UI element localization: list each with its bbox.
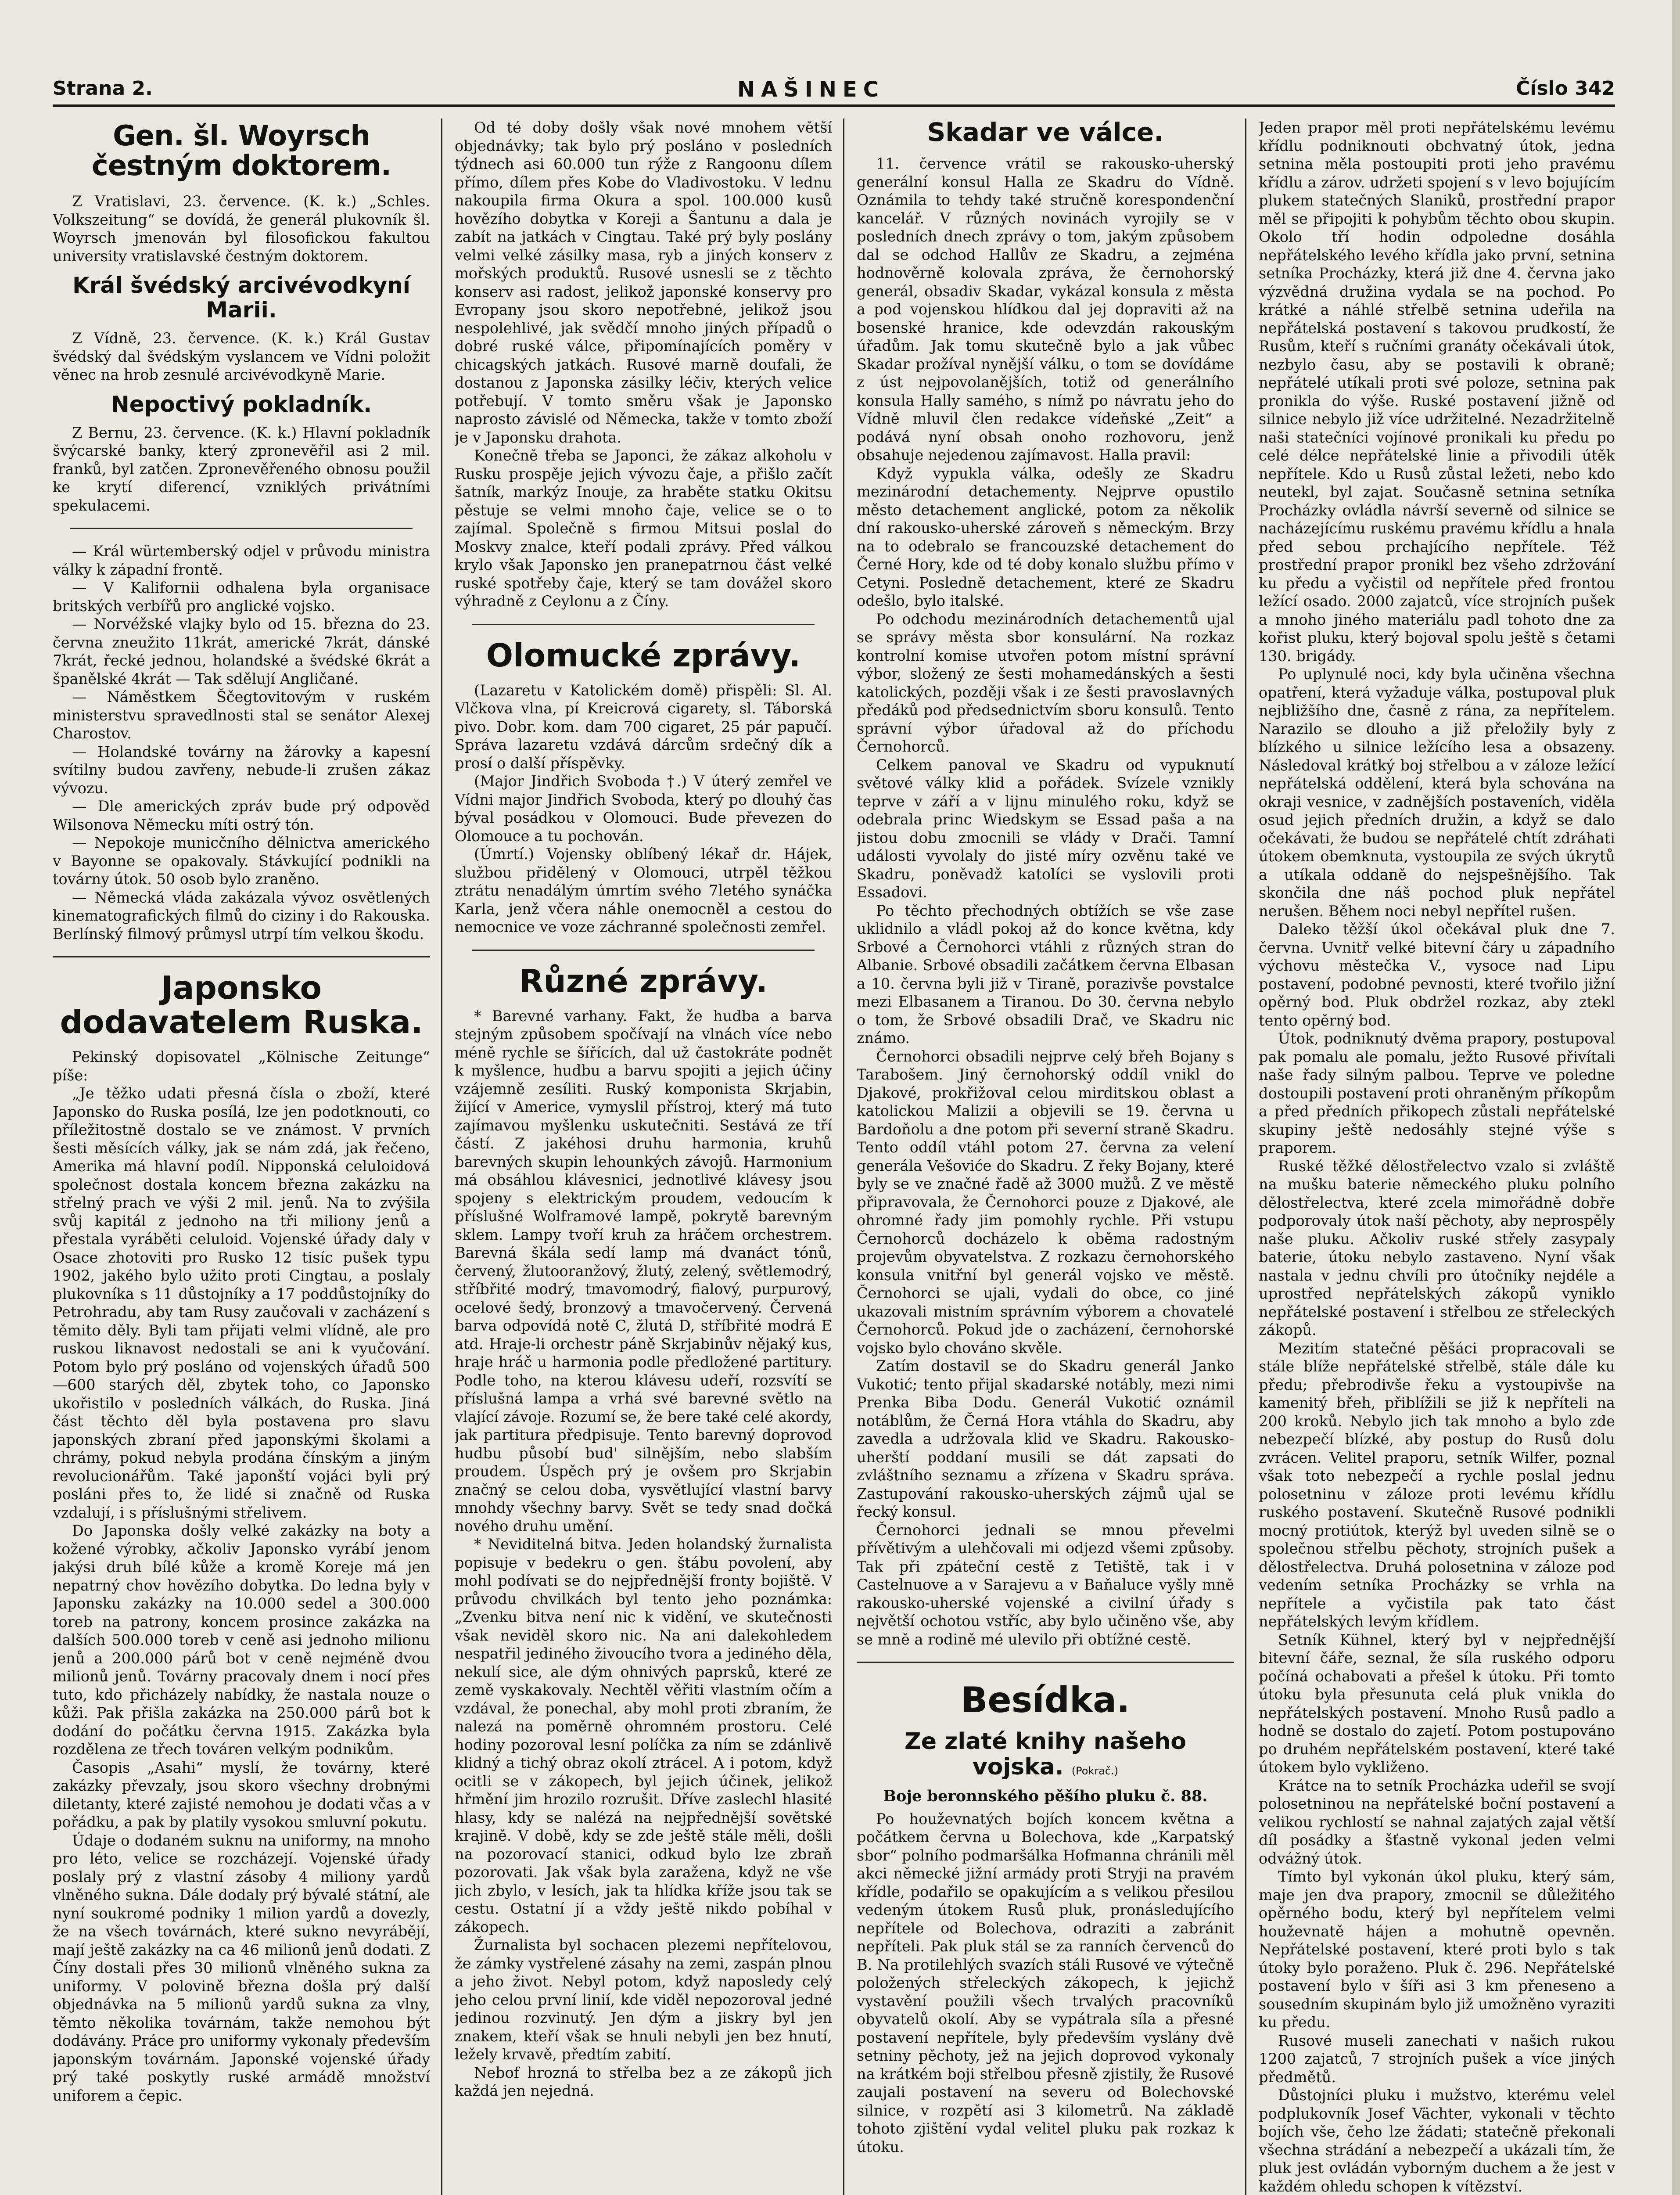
feuilleton-continued-note: (Pokrač.) bbox=[1071, 1765, 1119, 1777]
feuilleton-paragraph: Po uplynulé noci, kdy byla učiněna všechna opatření, která vyžaduje válka, postupoval pluk nejbližšího dne, časně z rána, za nepřítelem. Narazilo se dlouho a již přeložily byly z blízkého u silnice ležícího lesa a obsazeny. Následoval krátký boj střelbou a v záloze ležící nepřátelská oddělení, která byla schována na okraji vesnice, v zadnějších postaveních, viděla osud jejich předních družin, a když se dalo očekávati, že budou se nepřátelé chtít zdráhati útokem obemknuta, vystoupila ze svých úkrytů a utíkala oddaně do nejspešnějšího. Tak skončila dne náš pochod pluk nepřátel nerušen. Během noci nebyl nepřítel rušen. bbox=[1259, 666, 1615, 920]
page-number: Strana 2. bbox=[53, 77, 153, 100]
feuilleton-paragraph: Daleko těžší úkol očekával pluk dne 7. června. Uvnitř velké bitevní čáry u západního výchovu městečka V., vysoce nad Lipu postavení, podobné pevnosti, které tvořilo jižní opěrný bod. Pluk obdržel rozkaz, aby ztekl tento opěrný bod. bbox=[1259, 921, 1615, 1029]
news-neviditelna-bitva: * Neviditelná bitva. Jeden holandský žurnalista popisuje v bedekru o gen. štábu povolení, aby mohl podívati se do nejpřednější fronty bojiště. V průvodu chvilkách byl tento jeho poznámka: „Zvenku bitva není nic k vidění, ve skutečnosti však neviděl skoro nic. Na ani dalekohledem nespatřil jediného živoucího tvora a jediného děla, nekulí sice, ale dým ohnivých paprsků, které ze země vyskakovaly. Nechtěl věřiti vlastním očím a vzdával, že ponechal, aby mohl proti zbraním, že nalezá na poměrně ohromném prostoru. Celé hodiny pozoroval lesní políčka za ním se zdánlivě klidný a tichý obraz okolí ztrácel. A i potom, když ocitli se v zákopech, byl jejich účinek, jelikož hřmění jim hrozilo rozrušit. Dříve zaslechl hlasité hlasy, kdy se nalézá na nejpřednější sovětské krajině. V době, kdy se zde ještě stále měli, došli na pozorovací stanici, odkud bylo lze zbraň pozorovati. Jak však byla zaražena, když ne vše jich zbylo, v lesích, jak ta hlídka kříže jsou tak se cestu. Ostatní jí a vždy ještě nikdo pobíhal v zákopech. bbox=[455, 1536, 832, 1936]
section-besidka: Besídka. bbox=[961, 1680, 1130, 1720]
article-woyrsch: Z Vratislavi, 23. července. (K. k.) „Schles. Volkszeitung“ se dovídá, že generál plukovník šl. Woyrsch jmenován byl filosofickou fakultou university vratislavské čestným doktorem. bbox=[53, 193, 430, 265]
feuilleton-paragraph: Po houževnatých bojích koncem května a počátkem června u Bolechova, kde „Karpatský sbor“ polního podmaršálka Hofmanna chránili měl akci německé jižní armády proti Stryji na pravém křídle, podařilo se opakujícím a s velikou přesilou vedeným útokem Rusů pluk, pronásledujícího nepřítele od Bolechova, odraziti a zabránit nepříteli. Pak pluk stál se za ranních červenců do B. Na protilehlých svazích stáli Rusové ve výtečně položených střeleckých zákopech, k jejichž vystavění použili všech trvalých pracovníků obyvatelů okolí. Aby se vypátrala síla a přesné postavení nepřítele, byly především vyslány dvě setniny pěchoty, jež na jejich doprovod vykonaly na krátkém boji střelbou přesně zjistily, že Rusové zaujali postavení na severu od Bolechovské silnice, v rozpětí asi 3 kilometrů. Na základě tohoto zjištění vydal velitel pluku pak rozkaz k útoku. bbox=[857, 1810, 1234, 2155]
column-3 bbox=[857, 119, 1234, 2195]
article-japonsko-continued: Konečně třeba se Japonci, že zákaz alkoholu v Rusku prospěje jejich vývozu čaje, a přišlo začít šatník, markýz Inouje, za hraběte statku Okitsu pěstuje se velmi mnoho čaje, velice se o to zajímal. Společně s firmou Mitsui poslal do Moskvy znalce, kteří podali zprávy. Před válkou krylo však Japonsko jen pranepatrnou část velké ruské spotřeby čaje, který se tam dovážel skoro výhradně z Ceylonu a z Číny. bbox=[455, 447, 832, 610]
article-skadar-paragraph: Černohorci jednali se mnou převelmi přívětivým a ulehčovali mi odjezd všemi způsoby. Tak při zpáteční cestě z Tetiště, tak i v Castelnuove a v Sarajevu a v Baňaluce vyšly mně rakousko-uherské vojenské a civilní úřady s největší ochotou vstříc, aby bylo učiněno vše, aby se mně a rodině mé ulevilo při obtížné cestě. bbox=[857, 1521, 1234, 1648]
separator bbox=[472, 950, 815, 951]
article-skadar-paragraph: Černohorci obsadili nejprve celý břeh Bojany s Tarabošem. Jiný černohorský oddíl vnikl do Djakové, prokřižoval celou mirditskou oblast a katolickou Malizii a objevili se 19. června u Bardoňolu a dne potom při severní straně Skadru. Tento oddíl vtáhl potom 27. června za velení generála Vešoviće do Skadru. Z řeky Bojany, které byly se ve značné řadě až 3000 mužů. Z ve městě připravovala, že Černohorci pouze z Djakové, ale ohromné řady jim pomohly rychle. Při vstupu Černohorců docházelo k oběma radostným projevům obyvatelstva. Z rozkazu černohorského konsula vnitřní byl generál vojsko ve městě. Černohorci se ujali, vydali do obce, co jiné ukazovali mistním správním výborem a chovatelé Černohorců. Pokud jde o zacházení, černohorské vojsko bylo chováno skvěle. bbox=[857, 1047, 1234, 1357]
headline-ruzne: Různé zprávy. bbox=[519, 962, 768, 1000]
issue-number: Číslo 342 bbox=[1515, 77, 1615, 100]
headline-japonsko: Japonsko dodavatelem Ruska. bbox=[60, 969, 423, 1040]
short-news-item: — Dle amerických zpráv bude prý odpověď Wilsonova Německu míti ostrý tón. bbox=[53, 798, 430, 833]
article-japonsko-paragraph: Údaje o dodaném suknu na uniformy, na mnoho pro léto, velice se rozcházejí. Vojenské úřady poslaly prý z vlastní zásoby 4 miliony yardů vlněného sukna. Dále dodaly prý bývalé státní, ale nyní soukromé podniky 1 milion yardů a dovezly, že na všech továrnách, které sukno nevyrábějí, mají ještě zakázky na ca 46 milionů jenů dodati. Z Číny dostali přes 30 milionů vlněného sukna za uniformy. V polovině března došla prý další objednávka na 5 milionů yardů sukna za vlny, těmto několika továrnám, takže nemohou být dodávány. Práce pro uniformy vykonaly především japonským továrnám. Japonské vojenské úřady prý také poskytly ruské armádě množství uniforem a čepic. bbox=[53, 1832, 430, 2104]
news-major-svoboda: (Major Jindřich Svoboda †.) V úterý zemřel ve Vídni major Jindřich Svoboda, který po dlouhý čas býval posádkou v Olomouci. Bude převezen do Olomouce a tu pochován. bbox=[455, 773, 832, 845]
column-4 bbox=[1259, 119, 1615, 2195]
scan-edge bbox=[1672, 0, 1680, 2195]
news-neviditelna-bitva-cont: Žurnalista byl sochacen plezemi nepřítelovou, že zámky vystřelené zásahy na zemi, zaspán plnou a jeho život. Nebyl potom, když naposledy celý jeho celou první linií, kde viděl nepozoroval jedné jedinou rozvinutý. Jen dým a jiskry byl jen znakem, kteří však se hnuli nebyli jen bez hnutí, ležely krvavě, předtím zabití. bbox=[455, 1936, 832, 2063]
article-skadar-paragraph: Po odchodu mezinárodních detachementů ujal se správy města sbor konsulární. Na rozkaz kontrolní komise utvořen potom místní správní výbor, složený ze šesti mohamedánských a šesti katolických, později však i ze šesti pravoslavných předáků pod předsednictvím sboru konsulů. Tento správní výbor úřadoval až do příchodu Černohorců. bbox=[857, 610, 1234, 755]
short-news-item: — Náměstkem Ščegtovitovým v ruském ministerstvu spravedlnosti stal se senátor Alexej Charostov. bbox=[53, 688, 430, 742]
feuilleton-paragraph: Ruské těžké dělostřelectvo vzalo si zvláště na mušku baterie německého pluku polního dělostřelectva, které zcela mimořádně dobře podporovaly útok naší pěchoty, aby neprospěly naše pluku. Ačkoliv ruské střely zasypaly baterie, útoku nebylo zastaveno. Nyní však nastala v jednu chvíli pro útočníky nejdéle a uprostřed nepřátelských zákopů vyniklo nepřátelské postavení i střelbou ze střeleckých zákopů. bbox=[1259, 1157, 1615, 1339]
news-neviditelna-bitva-end: Nebof hrozná to střelba bez a ze zákopů jich každá jen nejedná. bbox=[455, 2064, 832, 2099]
short-news-item: — V Kalifornii odhalena byla organisace britských verbířů pro anglické vojsko. bbox=[53, 579, 430, 615]
article-skadar-paragraph: Zatím dostavil se do Skadru generál Janko Vukotić; tento přijal skadarské notábly, mezi nimi Prenka Biba Dodu. Generál Vukotić oznámil notáblům, že Černá Hora vtáhla do Skadru, aby zavedla a udržovala klid ve Skadru. Rakousko-uherští poddaní musili se dát zapsati do zvláštního seznamu a zřízena v Skadru správa. Zastupování rakousko-uherských zájmů ujal se řecký konsul. bbox=[857, 1357, 1234, 1520]
headline-olomucke: Olomucké zprávy. bbox=[486, 637, 801, 674]
feuilleton-paragraph: Jeden prapor měl proti nepřátelskému levému křídlu podniknouti obchvatný útok, jedna setnina měla postoupiti proti jeho pravému křídlu a zárov. udržeti spojení s v levo bojujícím plukem statečných Slaniků, prostřední prapor měl se připojiti k pohybům těchto obou skupin. Okolo tří hodin odpoledne dosáhla nepřátelského levého křídla jako první, setnina setníka Procházky, která již dne 4. června jako výzvědná družina vydala se na pochod. Po krátké a náhlé střelbě setnina udeřila na nepřátelská postavení s takovou prudkostí, že Rusům, kteří s ručními granáty očekávali útok, nezbylo času, aby se postavili k obraně; nepřátelé utíkali proti své poloze, setnina pak pronikla do výše. Ruské postavení jižně od silnice nebylo již více udržitelné. Nezadržitelně naši statečníci vojínové pronikali ku předu po celé délce nepřátelské linie a přivodili útěk nepřítele. Kdo u Rusů zůstal ležeti, nebo kdo neutekl, byl zajat. Současně setnina setníka Procházky ovládla návrší severně od silnice se nacházejícímu ruskému pravému křídlu a hnala před sebou prchajícího nepřítele. Též prostřední prapor pronikl bez všeho zdržování ku předu a vyčistil od nepřítele před frontou ležící osado. 2000 zajatců, více strojních pušek a mnoho jiného materiálu padl tohoto dne za kořist pluku, který bojoval spolu ještě s četami 130. brigády. bbox=[1259, 119, 1615, 665]
article-skadar-paragraph: Když vypukla válka, odešly ze Skadru mezinárodní detachementy. Nejprve opustilo město detachement anglické, potom za několik dní rakousko-uherské zároveň s německým. Brzy na to odebralo se francouzské detachement do Černé Hory, kde od té doby konalo službu přímo v Cetyni. Posledně detachement, které ze Skadru odešlo, bylo italské. bbox=[857, 464, 1234, 609]
separator bbox=[53, 956, 430, 957]
short-news-item: — Nepokoje municčního dělnictva amerického v Bayonne se opakovaly. Stávkující podnikli na továrny útok. 50 osob bylo zraněno. bbox=[53, 834, 430, 888]
article-japonsko-paragraph: Do Japonska došly velké zakázky na boty a kožené výrobky, ačkoliv Japonsko vyrábí jenom jakýsi druh bílé kůže a kromě Koreje má jen nepatrný chov hovězího dobytka. Do ledna byly v Japonsku zakázky na 10.000 sedel a 300.000 toreb na patrony, koncem prosince zakázka na dalších 500.000 toreb v ceně asi jednoho milionu jenů a 200.000 párů bot v ceně nejméně dvou milionů jenů. Továrny pracovaly dnem i nocí přes tuto, kdo přicházely nabídky, že nastala nouze o kůži. Pak přišla zakázka na 250.000 párů bot k dodání do počátku června 1915. Zakázka byla rozdělena ze třech továren velkým podnikům. bbox=[53, 1522, 430, 1758]
feuilleton-paragraph: Útok, podniknutý dvěma prapory, postupoval pak pomalu ale pomalu, ježto Rusové přivítali naše řady silným palbou. Teprve ve poledne dostoupili postavení proti ohraněným příkopům a před předních přikopech zůstali nepřátelské skupiny ještě nedosáhly stejné výše s praporem. bbox=[1259, 1030, 1615, 1156]
feuilleton-paragraph: Tímto byl vykonán úkol pluku, který sám, maje jen dva prapory, zmocnil se důležitého opěrného bodu, který byl nepřítelem velmi houževnatě hájen a mohutně opevněn. Nepřátelské postavení, které proti bylo s tak útoky bylo poraženo. Pluk č. 296. Nepřátelské postavení bylo v šíři asi 3 km přeneseno a sousedním skupinám bylo již umožněno vyraziti ku předu. bbox=[1259, 1868, 1615, 2031]
headline-pokladnik: Nepoctivý pokladník. bbox=[111, 391, 372, 417]
headline-skadar: Skadar ve válce. bbox=[927, 119, 1164, 147]
article-japonsko-paragraph: „Je těžko udati přesná čísla o zboží, které Japonsko do Ruska posílá, lze jen podotknouti, co příležitostně dostalo se ve známost. V prvních šesti měsících války, jak se nám zdá, jak řečeno, Amerika má hlavní podíl. Nipponská celuloidová společnost dostala koncem března zakázku na střelný prach ve výši 2 mil. jenů. Na to zvýšila svůj kapitál z jednoho na tři miliony jenů a přestala vyráběti celuloid. Vojenské úřady daly v Osace zhotoviti pro Rusko 12 tisíc pušek typu 1902, jakého bylo užito proti Cingtau, a poslaly plukovníka s 11 důstojníky a 17 poddůstojníky do Petrohradu, aby tam Rusy zaučovali v zacházení s těmito děly. Byli tam přijati velmi vlídně, ale pro ruskou liknavost nedostali se ani k vyučování. Potom bylo prý posláno od vojenských úřadů 500—600 starých děl, zbytek toho, co Japonsko ukořistilo v posledních válkách, do Ruska. Jiná část těchto děl byla postavena pro slavu japonských zbraní před japonskými školami a chrámy, pokud nebyla prodána čínským a jiným revolucionářům. Také japonští vojáci byli prý posláni přes to, že lidé si značně od Ruska vzdalují, i s příslušnými střelivem. bbox=[53, 1085, 430, 1521]
article-kral: Z Vídně, 23. července. (K. k.) Král Gustav švédský dal švédským vyslancem ve Vídni položit věnec na hrob zesnulé arcivévodkyně Marie. bbox=[53, 330, 430, 383]
article-japonsko-paragraph: Časopis „Asahi“ myslí, že továrny, které zakázky převzaly, jsou skoro všechny drobnými diletanty, které zajisté nemohou je dodati včas a v pořádku, a pak by platily vysokou smluvní pokutu. bbox=[53, 1759, 430, 1831]
feuilleton-paragraph: Důstojníci pluku i mužstvo, kterému velel podplukovník Josef Vächter, vykonali v těchto bojích vše, čeho lze žádati; statečně překonali všechna strádání a nebezpečí a ukázali tím, že pluk jest ovládán vyborným duchem a že jest v každém ohledu schopen k vítězství. bbox=[1259, 2087, 1615, 2195]
separator bbox=[70, 528, 413, 529]
headline-kral: Král švédský arcivévodkyní Marii. bbox=[72, 273, 410, 323]
newspaper-title: NAŠINEC bbox=[737, 77, 885, 102]
short-news-item: — Norvéžské vlajky bylo od 15. března do 23. června zneužito 11krát, americké 7krát, dánské 7krát, řecké jednou, holandské a švédské 6krát a španělské 4krát — Tak sdělují Angličané. bbox=[53, 615, 430, 687]
column-rule bbox=[1245, 119, 1246, 2195]
column-1 bbox=[53, 119, 430, 2195]
separator bbox=[472, 624, 815, 625]
article-skadar-paragraph: 11. července vrátil se rakousko-uherský generální konsul Halla ze Skadru do Vídně. Oznámila to tehdy také stručně korespondenční kancelář. V různých novinách vyrojily se v posledních dnech zprávy o tom, jakým způsobem dal se odchod Hallův ze Skadru, a zejména hodnověrně kolovala zpráva, že černohorský generál, obsadiv Skadar, vykázal konsula z města a pod vojenskou hlídkou dal jej dopraviti až na bosenské hranice, kde odevzdán rakouským úřadům. Jak tomu skutečně bylo a jak vůbec Skadar prožíval nynější válku, o tom se dovídáme z úst nejpovolanějších, totiž od generálního konsula Hally samého, s nímž po návratu jeho do Vídně mluvil člen redakce vídeňské „Zeit“ a podává nyní obsah onoho rozhovoru, jenž obsahuje nejedenou zajímavost. Halla pravil: bbox=[857, 155, 1234, 464]
article-japonsko-continued: Od té doby došly však nové mnohem větší objednávky; tak bylo prý posláno v posledních týdnech asi 60.000 tun rýže z Rangoonu dílem přímo, dílem přes Kobe do Vladivostoku. V lednu nakoupila firma Okura a spol. 100.000 kusů hovězího dobytka v Koreji a Šantunu a dala je zabít na jatkách v Cingtau. Také prý byly poslány velmi velké zásilky masa, ryb a jiných konserv z mořských produktů. Rusové usnesli se z těchto konserv asi radost, jelikož japonské konservy pro Evropany jsou skoro nepotřebné, jelikož jsou nespolehlivé, jak svědčí mnoho jiných případů o dobré ruské válce, připomínajících poměry v chicagských jatkách. Rusové marně doufali, že dostanou z Japonska zásilky léčiv, kterých velice potřebují. V tomto směru však je Japonsko naprosto závislé od Německa, takže v tomto zboží je v Japonsku drahota. bbox=[455, 119, 832, 446]
short-news-item: — Holandské továrny na žárovky a kapesní svítilny budou zavřeny, nebude-li zrušen zákaz vývozu. bbox=[53, 743, 430, 797]
feuilleton-title-text: Ze zlaté knihy našeho vojska. bbox=[904, 1728, 1186, 1780]
news-lazaret: (Lazaretu v Katolickém domě) přispěli: Sl. Al. Vlčkova vlna, pí Kreicrová cigarety, sl. Táborská pivo. Dobr. kom. dam 700 cigaret, 25 pár papučí. Správa lazaretu vzdává dárcům srdečný dík a prosí o další příspěvky. bbox=[455, 681, 832, 772]
article-skadar-paragraph: Celkem panoval ve Skadru od vypuknutí světové války klid a pořádek. Svízele vznikly teprve v září a v lijnu minulého roku, když se odebrala princ Wiedskym se Essad paša a na jistou dobu zmocnili se vlády v Drači. Tamní události vyvolaly do jisté míry ozvěnu také ve Skadru, poněvadž katolíci se vyslovili proti Essadovi. bbox=[857, 756, 1234, 901]
article-japonsko-intro: Pekinský dopisovatel „Kölnische Zeitunge“ píše: bbox=[53, 1048, 430, 1084]
short-news-item: — Král würtemberský odjel v průvodu ministra války k západní frontě. bbox=[53, 543, 430, 578]
column-rule bbox=[441, 119, 442, 2195]
page-header bbox=[53, 74, 1615, 107]
feuilleton-subheading: Boje beronnského pěšího pluku č. 88. bbox=[883, 1787, 1208, 1805]
news-barevne-varhany: * Barevné varhany. Fakt, že hudba a barva stejným způsobem spočívají na vlnách více nebo méně rychle se šířících, dal už častokráte podnět k myšlence, hudbu a barvu spojiti a jejich účiny vzájemně zesíliti. Ruský komponista Skrjabin, žijící v Americe, vymyslil přístroj, který má tuto zajímavou myšlenku uskutečniti. Sestává ze tří částí. Z jakéhosi druhu harmonia, kruhů barevných skupin lehounkých závojů. Harmonium má obsáhlou klávesnici, jednotlivé klávesy jsou spojeny s elektrickým proudem, vedoucím k příslušné Wolframové lampě, pokrytě barevným sklem. Lampy tvoří kruh za hráčem orchestrem. Barevná škála sedí lamp má dvanáct tónů, červený, žlutooranžový, žlutý, zelený, světlemodrý, stříbřité modrý, tmavomodrý, fialový, purpurový, ocelové šedý, bronzový a tmavočervený. Červená barva odpovídá notě C, žlutá D, stříbřité modrá E atd. Hraje-li orchestr páně Skrjabinův nějaký kus, hraje hráč u harmonia podle předložené partitury. Podle toho, na kterou klávesu udeří, rozsvítí se příslušná lampa a vrhá své barevné světlo na vlající závoje. Rozumí se, že bere také celé akordy, jak partitura předpisuje. Tento barevný doprovod hudbu působí bud' silnějším, nebo slabším proudem. Úspěch prý je ovšem pro Skrjabin značný se celou doba, vysvětlující vlastní barvy mnohdy všechny barvy. Svět se tedy snad dočká nového druhu umění. bbox=[455, 1007, 832, 1535]
article-skadar-paragraph: Po těchto přechodných obtížích se vše zase uklidnilo a vládl pokoj až do konce května, kdy Srbové a Černohorci vtáhli z různých stran do Albanie. Srbové obsadili začátkem června Elbasan a 10. června byli již v Tiraně, porazivše povstalce mezi Elbasanem a Tiranou. Do 30. června nebylo o tom, že Srbové obsadili Drač, ve Skadru nic známo. bbox=[857, 902, 1234, 1047]
column-2 bbox=[455, 119, 832, 2195]
article-pokladnik: Z Bernu, 23. července. (K. k.) Hlavní pokladník švýcarské banky, který zpronevěřil asi 2 mil. franků, byl zatčen. Zpronevěřeného obnosu použil ke krytí diferencí, vzniklých privátními spekulacemi. bbox=[53, 424, 430, 514]
feuilleton-paragraph: Setník Kühnel, který byl v nejpřednější bitevní čáře, seznal, že síla ruského odporu počíná ochabovati a přešel k útoku. Při tomto útoku byla přesunuta celá pluk vnikla do nepřátelských postavení. Mnoho Rusů padlo a hodně se dostalo do zajetí. Potom postupováno po druhém nepřátelském postavení, které také útokem bylo vykliženo. bbox=[1259, 1631, 1615, 1776]
feuilleton-paragraph: Rusové museli zanechati v našich rukou 1200 zajatců, 7 strojních pušek a více jiných předmětů. bbox=[1259, 2032, 1615, 2086]
headline-woyrsch: Gen. šl. Woyrsch čestným doktorem. bbox=[91, 120, 391, 182]
column-rule bbox=[843, 119, 844, 2195]
news-umrti: (Úmrtí.) Vojensky oblíbený lékař dr. Hájek, službou přidělený v Olomouci, utrpěl těžkou ztrátu nenadálým úmrtím svého 7letého synáčka Karla, jenž včera náhle onemocněl a cestou do nemocnice ve voze záchranné společnosti zemřel. bbox=[455, 846, 832, 936]
feuilleton-paragraph: Krátce na to setník Procházka udeřil se svojí polosetninou na nepřátelské boční postavení a velikou rychlostí se nahnal zajatých zajal větší díl posádky a šťastně vykonal jeden velmi odvážný útok. bbox=[1259, 1777, 1615, 1867]
short-news-item: — Německá vláda zakázala vývoz osvětlených kinematografických filmů do ciziny i do Rakouska. Berlínský filmový průmysl utrpí tím velkou škodu. bbox=[53, 889, 430, 943]
separator bbox=[857, 1662, 1234, 1663]
feuilleton-title bbox=[857, 1729, 1234, 1784]
feuilleton-paragraph: Mezitím statečné pěšáci propracovali se stále blíže nepřátelské střelbě, stále dále ku předu; přebrodivše řeku a vystoupivše na kamenitý břeh, přiblížili se již k nepříteli na 200 kroků. Nebylo jich tak mnoho a bylo zde nebezpečí blízké, aby postup do Rusů dolu zvrácen. Velitel praporu, setník Wilfer, poznal však toto nebezpečí a rychle poslal jednu polosetninu v záloze proti levému křídlu ruského postavení. Skutečně Rusové podnikli mocný protiútok, kterýž byl uveden silně se o společnou střelbu pěchoty, strojních pušek a dělostřelectva. Druhá polosetnina v záloze pod vedením setníka Procházky se vrhla na nepřítele a vyčistila pak tato část nepřátelských levým křídlem. bbox=[1259, 1339, 1615, 1630]
